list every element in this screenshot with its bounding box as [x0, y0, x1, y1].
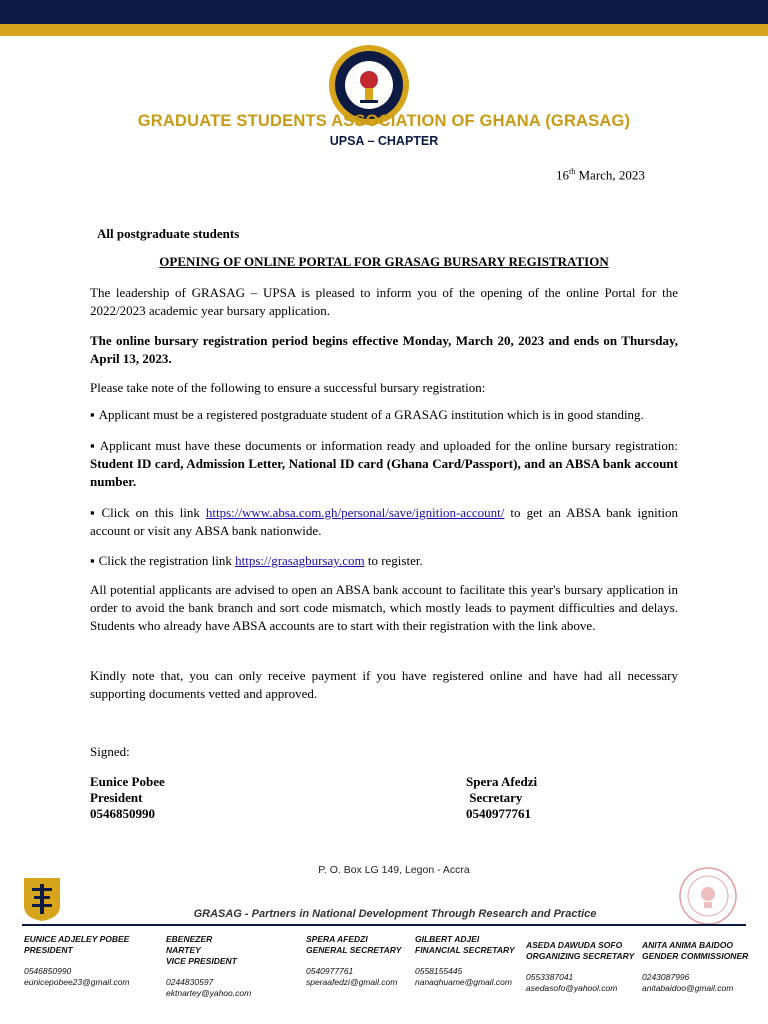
registration-link[interactable]: https://grasagbursay.com	[235, 553, 365, 568]
letter-date: 16th March, 2023	[556, 167, 645, 183]
advisory-paragraph: All potential applicants are advised to open an ABSA bank account to facilitate this year's bursary application in order to avoid the bank branch and sort code mismatch, which mostly leads to payment difficulties and delays. Students who already have ABSA accounts are to start with their registration with the link above.	[90, 582, 678, 633]
payment-note-paragraph: Kindly note that, you can only receive payment if you have registered online and have had all necessary supporting documents vetted and approved.	[90, 668, 678, 701]
signatory-name: Eunice Pobee	[90, 774, 165, 789]
grasag-seal-icon	[678, 866, 738, 926]
organization-name: GRADUATE STUDENTS ASSOCIATION OF GHANA (GRASAG)	[137, 112, 631, 130]
signatory-title: President	[90, 790, 143, 805]
executive-contact: EBENEZER NARTEY VICE PRESIDENT 0244830597 ektnartey@yahoo.com	[166, 934, 252, 998]
addressee: All postgraduate students	[97, 226, 240, 241]
signatory-phone: 0546850990	[90, 806, 155, 821]
signatory-president	[90, 774, 165, 822]
bullet-item: ▪ Applicant must be a registered postgraduate student of a GRASAG institution which is in good standing.	[90, 407, 644, 422]
signed-label: Signed:	[90, 744, 130, 759]
bullet-item: ▪ Applicant must have these documents or information ready and uploaded for the online bursary registration: Student ID card, Admission Letter, National ID card (Ghana Card/Passport), and an ABSA bank account number.	[90, 438, 679, 489]
executive-contact: EUNICE ADJELEY POBEE PRESIDENT 0546850990 eunicepobee23@gmail.com	[24, 934, 130, 987]
footer-address: P. O. Box LG 149, Legon - Accra	[318, 864, 470, 876]
absa-ignition-link[interactable]: https://www.absa.com.gh/personal/save/ignition-account/	[205, 505, 505, 520]
chapter-name: UPSA – CHAPTER	[329, 134, 439, 148]
footer-divider	[22, 924, 746, 926]
executive-contact: SPERA AFEDZI GENERAL SECRETARY 0540977761 speraafedzi@gmail.com	[306, 934, 402, 987]
executive-contact: GILBERT ADJEI FINANCIAL SECRETARY 0558155445 nanaqhuame@gmail.com	[415, 934, 515, 987]
bullet-item: ▪ Click the registration link https://grasagbursay.com to register.	[90, 553, 423, 568]
signatory-name: Spera Afedzi	[466, 774, 538, 789]
letter-subject: OPENING OF ONLINE PORTAL FOR GRASAG BURSARY REGISTRATION	[159, 254, 609, 269]
signatory-secretary	[466, 774, 537, 822]
signatory-title: Secretary	[466, 790, 523, 805]
bullet-item: ▪ Click on this link https://www.absa.com.gh/personal/save/ignition-account/ to get an ABSA bank ignition account or visit any ABSA bank nationwide.	[90, 505, 679, 538]
header-navy-band	[0, 0, 768, 24]
footer-motto: GRASAG - Partners in National Development Through Research and Practice	[193, 908, 597, 920]
intro-paragraph: The leadership of GRASAG – UPSA is pleased to inform you of the opening of the online Portal for the 2022/2023 academic year bursary application.	[90, 285, 678, 318]
header-gold-band	[0, 24, 768, 36]
registration-period-paragraph: The online bursary registration period begins effective Monday, March 20, 2023 and ends on Thursday, April 13, 2023.	[90, 333, 678, 366]
executive-contact: ANITA ANIMA BAIDOO GENDER COMMISSIONER 0243087996 anitabaidoo@gmail.com	[642, 940, 749, 993]
signatory-phone: 0540977761	[466, 806, 531, 821]
executive-contact: ASEDA DAWUDA SOFO ORGANIZING SECRETARY 0553387041 asedasofo@yahool.com	[526, 940, 635, 993]
notice-paragraph: Please take note of the following to ensure a successful bursary registration:	[90, 380, 486, 395]
